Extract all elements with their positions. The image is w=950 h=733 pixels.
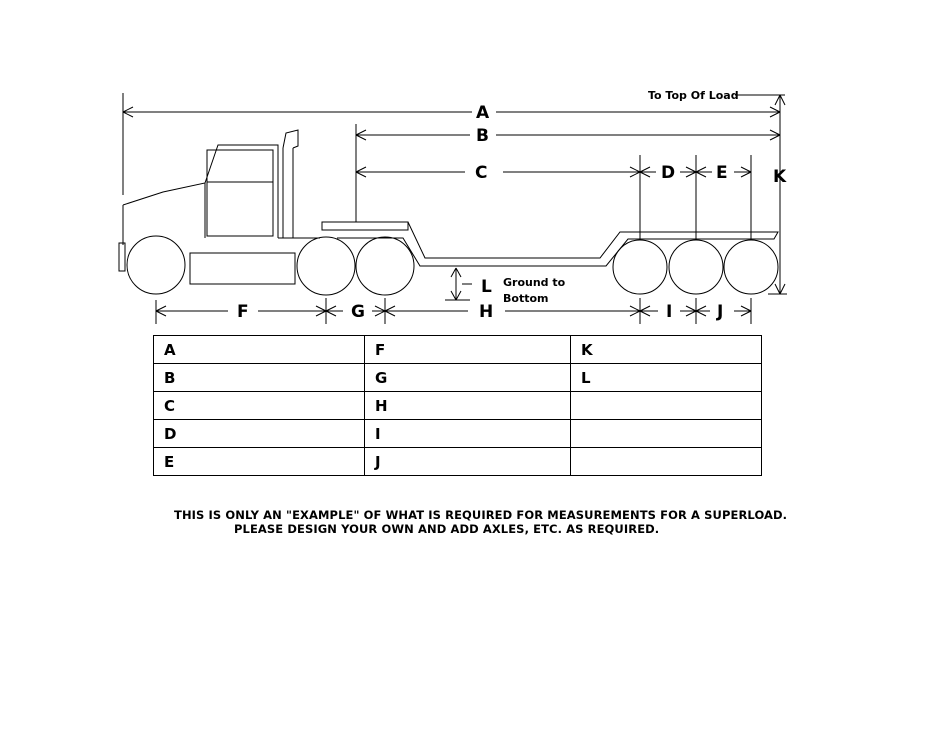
table-cell[interactable]: H [365,392,571,420]
table-row [154,336,762,364]
tractor-body-outline [123,145,278,245]
table-row [154,448,762,476]
cab-window [207,150,273,236]
table-cell[interactable]: G [365,364,571,392]
table-cell[interactable] [571,448,762,476]
table-cell[interactable] [571,392,762,420]
table-cell[interactable]: B [154,364,365,392]
table-cell[interactable]: E [154,448,365,476]
label-H: H [479,302,494,322]
fuel-tank [190,253,295,284]
label-I: I [666,302,673,322]
example-note-line-2: PLEASE DESIGN YOUR OWN AND ADD AXLES, ETC. AS REQUIRED. [234,522,660,536]
table-cell[interactable]: L [571,364,762,392]
front-bumper [119,243,125,271]
ground-to-bottom-label-line2: Bottom [503,292,549,305]
table-row [154,364,762,392]
table-cell[interactable]: I [365,420,571,448]
fifth-wheel-deck [278,222,408,238]
dimension-lines [123,93,787,324]
label-J: J [717,302,724,322]
table-cell[interactable]: K [571,336,762,364]
table-cell[interactable]: A [154,336,365,364]
label-C: C [475,163,488,183]
label-D: D [661,163,676,183]
drive-wheel-2 [356,237,414,295]
to-top-of-load-label: To Top Of Load [648,89,739,102]
label-G: G [351,302,365,322]
label-A: A [476,103,490,123]
trailer-wheel-2 [669,240,723,294]
table-row [154,420,762,448]
table-cell[interactable]: C [154,392,365,420]
tractor-truck [119,130,414,295]
table-cell[interactable]: D [154,420,365,448]
measurements-table [153,335,762,476]
ground-to-bottom-label-line1: Ground to [503,276,566,289]
label-B: B [476,126,489,146]
trailer-wheel-3 [724,240,778,294]
label-L: L [481,277,492,297]
exhaust-stack [283,130,298,238]
dimension-labels [237,89,787,322]
table-cell[interactable] [571,420,762,448]
label-F: F [237,302,249,322]
superload-dimension-diagram [0,0,950,330]
example-note-line-1: THIS IS ONLY AN "EXAMPLE" OF WHAT IS REQUIRED FOR MEASUREMENTS FOR A SUPERLOAD. [174,508,788,522]
table-cell[interactable]: J [365,448,571,476]
label-E: E [716,163,728,183]
drive-wheel-1 [297,237,355,295]
table-cell[interactable]: F [365,336,571,364]
front-steer-wheel [127,236,185,294]
trailer-wheel-1 [613,240,667,294]
label-K: K [773,167,787,187]
table-row [154,392,762,420]
